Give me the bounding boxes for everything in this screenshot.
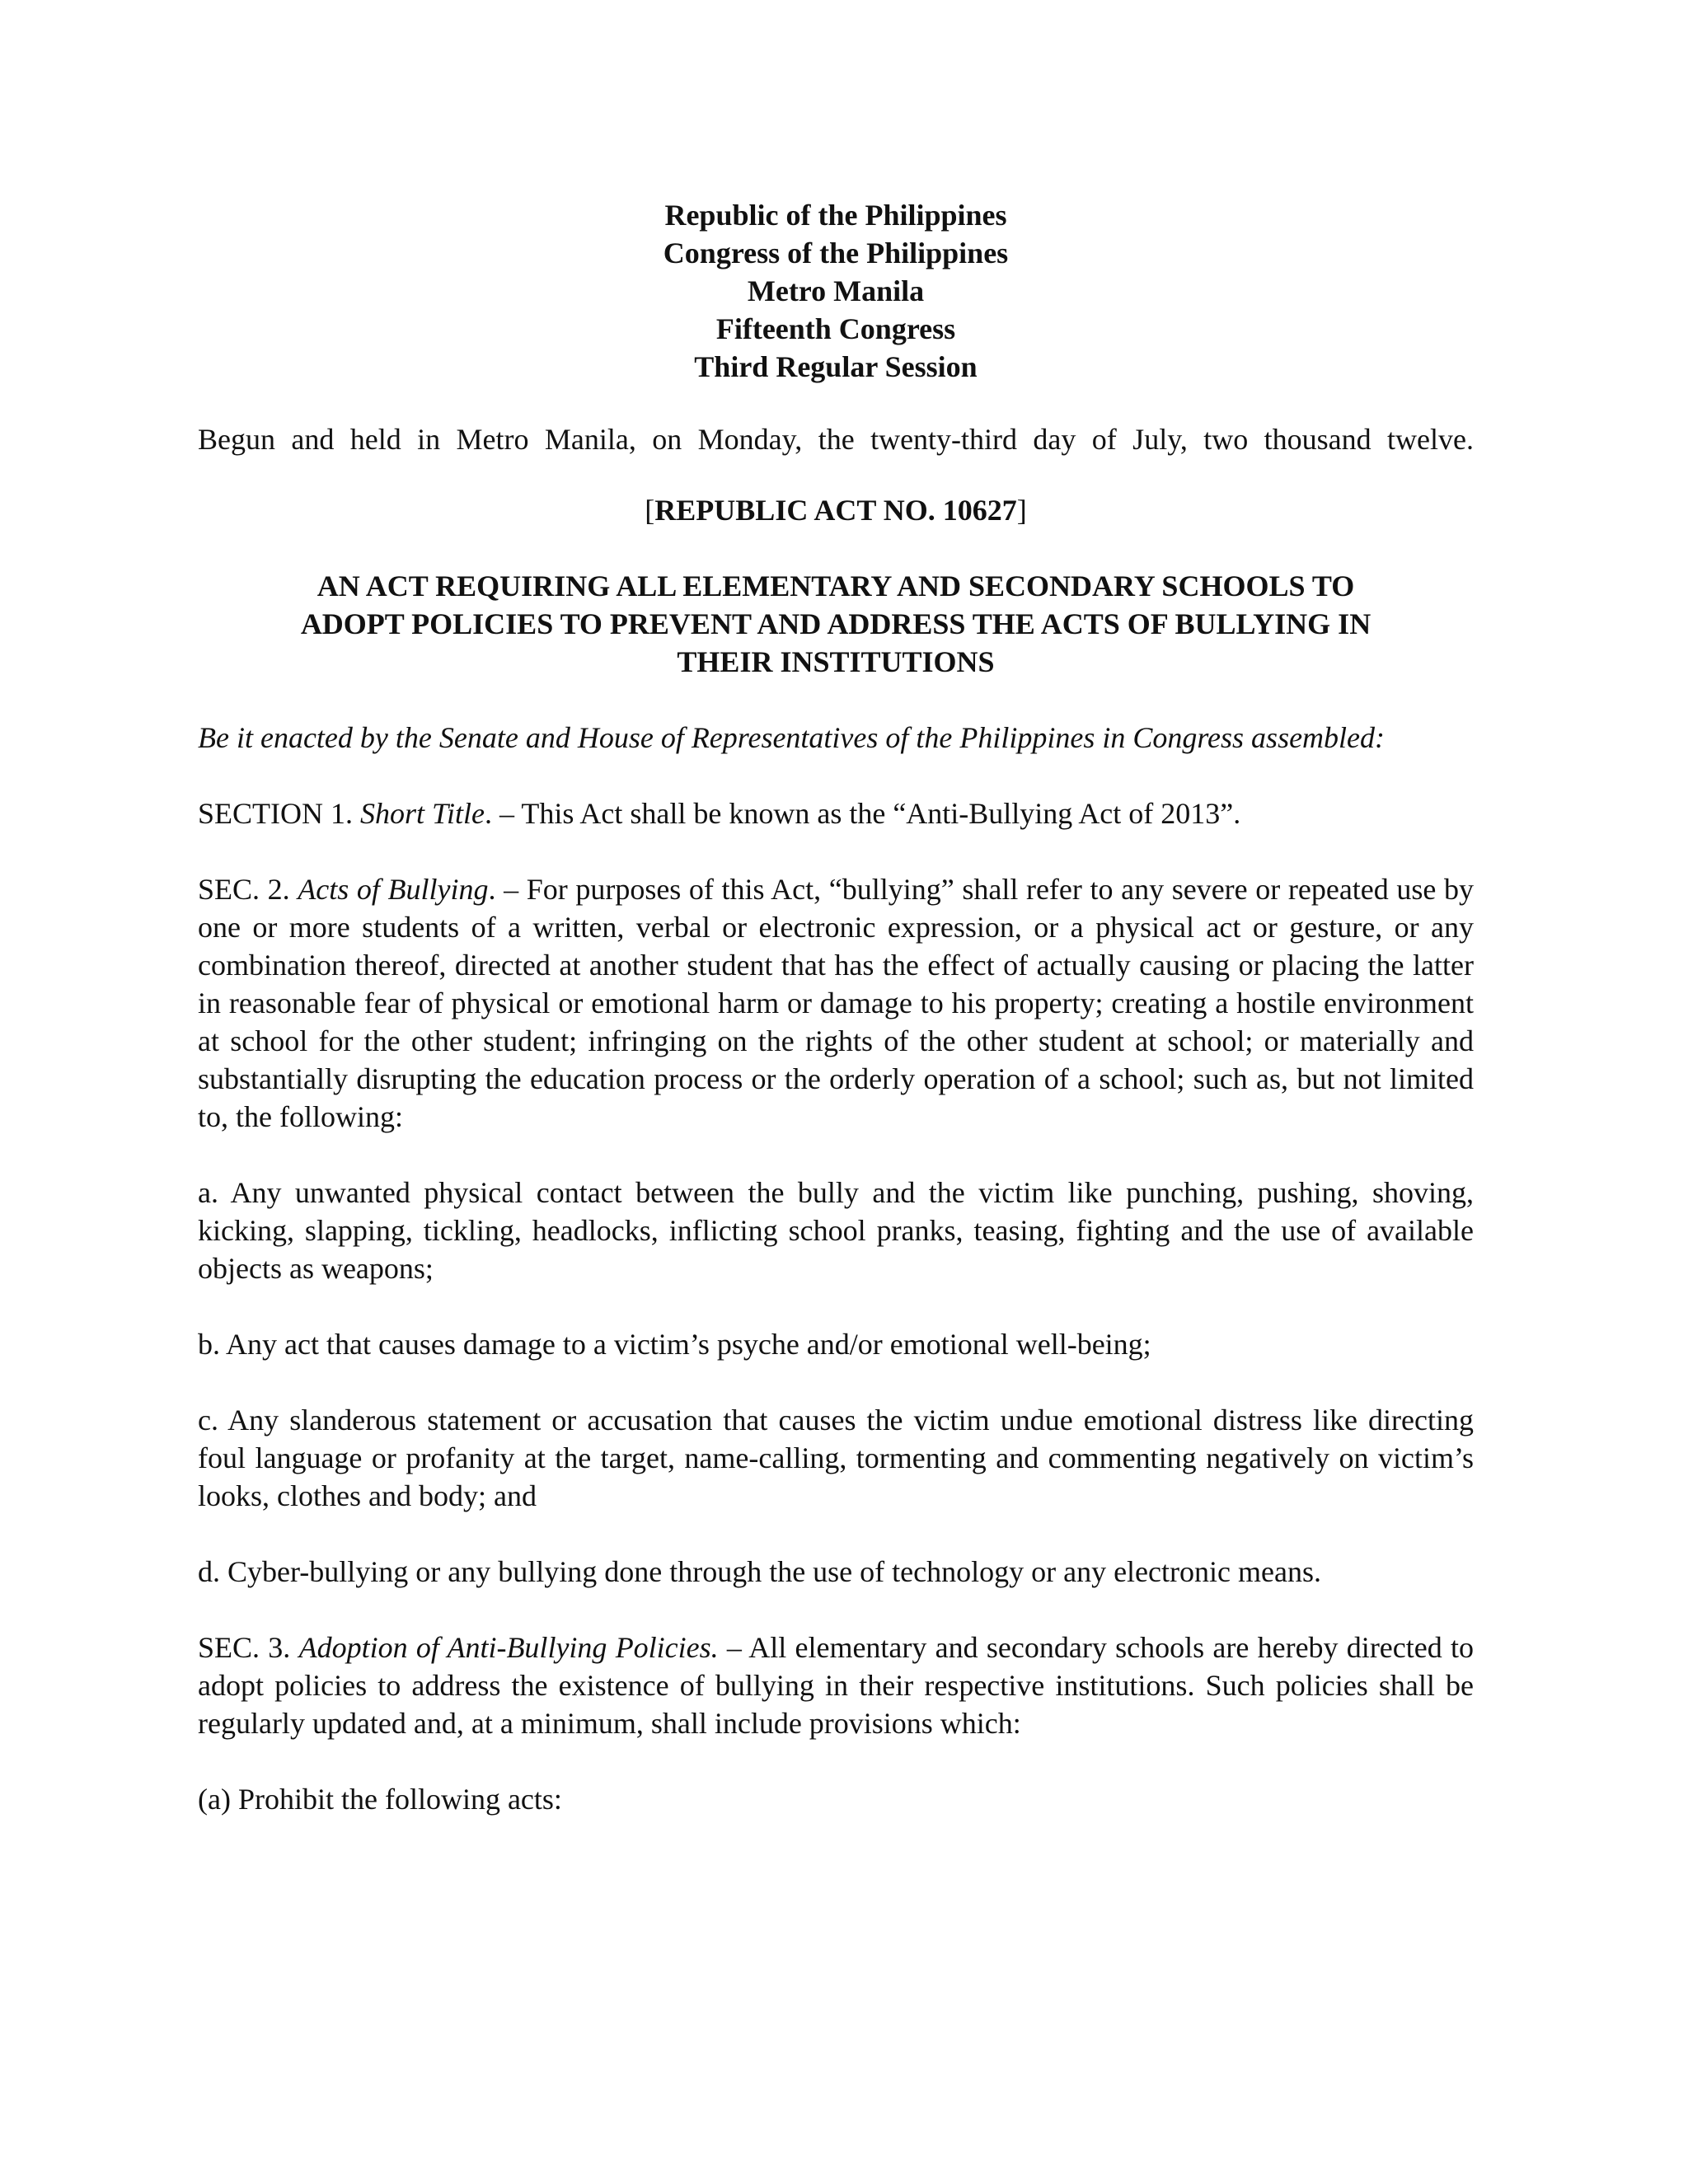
section-3-body: – All elementary and secondary schools are hereby directed to adopt policies to address the existence of bullying in their respective institutions. Such policies shall be regularly updated and, at a minimum, shall include provisions which:: [198, 1631, 1475, 1740]
header-congress-number: Fifteenth Congress: [715, 312, 956, 345]
enacting-clause: Be it enacted by the Senate and House of Representatives of the Philippines in Congress assembled:: [198, 721, 1386, 754]
section-2-item-b: b. Any act that causes damage to a victim’s psyche and/or emotional well-being;: [198, 1328, 1151, 1361]
section-2-body: . – For purposes of this Act, “bullying” shall refer to any severe or repeated use by one or more students of a written, verbal or electronic expression, or a physical act or gesture, or any combination thereof, directed at another student that has the effect of actually causing or placing the latter in reasonable fear of physical or emotional harm or damage to his property; creating a hostile environment at school for the other student; infringing on the rights of the other student at school; or materially and substantially disrupting the education process or the orderly operation of a school; such as, but not limited to, the following:: [198, 873, 1474, 1133]
header-republic: Republic of the Philippines: [664, 199, 1007, 232]
section-3: [198, 1629, 1474, 1742]
section-1-label: SECTION 1.: [198, 797, 360, 830]
section-1: [198, 794, 1474, 832]
document-header: [198, 196, 1474, 386]
section-2: [198, 870, 1474, 1136]
document-page: [198, 196, 1474, 1818]
begun-statement: Begun and held in Metro Manila, on Monday, the twenty-third day of July, two thousand twelve.: [198, 423, 1474, 456]
section-2-item-a: a. Any unwanted physical contact between the bully and the victim like punching, pushing, shoving, kicking, slapping, tickling, headlocks, inflicting school pranks, teasing, fighting and the use of available objects as weapons;: [198, 1176, 1474, 1285]
section-3-heading: Adoption of Anti-Bullying Policies.: [298, 1631, 719, 1664]
act-title-line-2: ADOPT POLICIES TO PREVENT AND ADDRESS THE ACTS OF BULLYING IN: [300, 607, 1372, 640]
ra-close-bracket: ]: [1016, 494, 1027, 527]
header-session: Third Regular Session: [694, 350, 978, 383]
section-1-body: . – This Act shall be known as the “Anti-Bullying Act of 2013”.: [485, 797, 1241, 830]
section-2-heading: Acts of Bullying: [298, 873, 489, 906]
header-city: Metro Manila: [747, 274, 925, 307]
ra-open-bracket: [: [645, 494, 655, 527]
act-title-line-3: THEIR INSTITUTIONS: [677, 645, 995, 678]
republic-act-number: [198, 491, 1474, 529]
act-title-line-1: AN ACT REQUIRING ALL ELEMENTARY AND SECONDARY SCHOOLS TO: [316, 569, 1355, 602]
section-3-item-a: (a) Prohibit the following acts:: [198, 1783, 562, 1816]
header-congress: Congress of the Philippines: [663, 237, 1009, 269]
act-title: [198, 567, 1474, 681]
section-2-label: SEC. 2.: [198, 873, 298, 906]
section-3-label: SEC. 3.: [198, 1631, 299, 1664]
ra-number-text: REPUBLIC ACT NO. 10627: [654, 494, 1017, 527]
section-1-heading: Short Title: [360, 797, 485, 830]
section-2-item-c: c. Any slanderous statement or accusation that causes the victim undue emotional distress like directing foul language or profanity at the target, name-calling, tormenting and commenting negatively on victim’s looks, clothes and body; and: [198, 1404, 1474, 1512]
section-2-item-d: d. Cyber-bullying or any bullying done through the use of technology or any electronic means.: [198, 1555, 1321, 1588]
